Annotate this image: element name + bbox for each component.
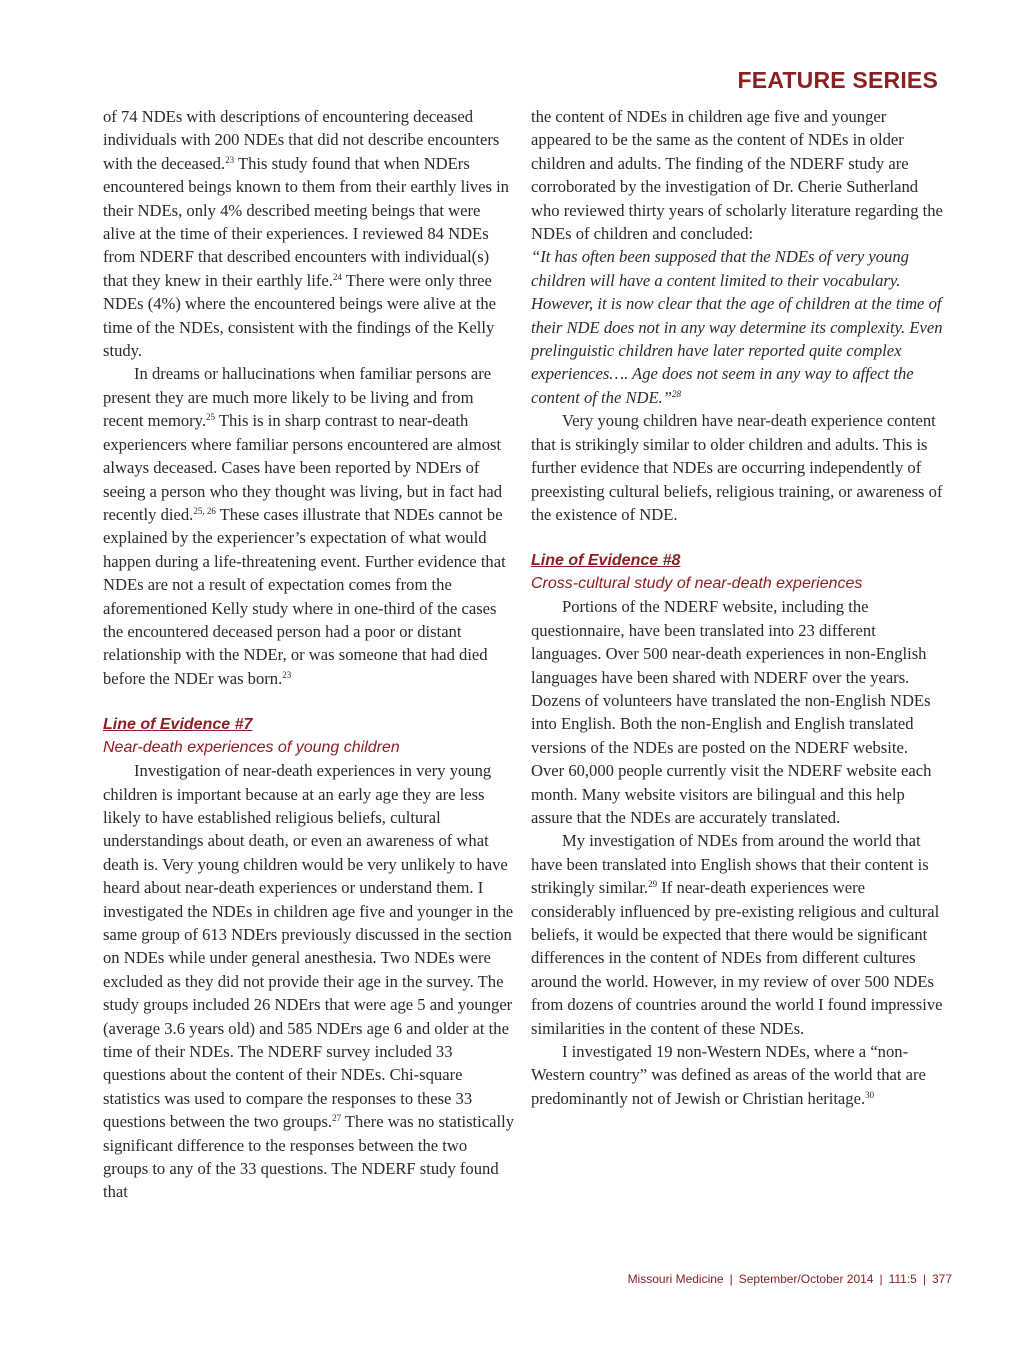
block-quote: “It has often been supposed that the NDEs of very young children will have a content limited to their vocabulary. However, it is now clear that the age of children at the time of their NDE does not in any way determine its complexity. Even prelinguistic children have later reported quite complex experiences…. Age does not seem in any way to affect the content of the NDE.”$^{28}$ — [531, 247, 943, 407]
right-paragraph-5: I investigated 19 non-Western NDEs, where a “non-Western country” was defined as areas of the world that are predominantly not of Jewish or Christian heritage.$^{30}$ — [531, 1042, 926, 1108]
section-subheading-young-children: Near-death experiences of young children — [103, 739, 400, 757]
footer-volume: 111:5 — [888, 1272, 917, 1286]
right-paragraph-3: Portions of the NDERF website, including the questionnaire, have been translated into 23 different languages. Over 500 near-death experiences in non-English languages have been shared with NDERF over the years. Dozens of volunteers have translated the non-English NDEs into English. Both the non-English and English translated versions of the NDEs are posted on the NDERF website. Over 60,000 people currently visit the NDERF website each month. Many website visitors are bilingual and this help assure that the NDEs are accurately translated. — [531, 597, 932, 827]
footer-separator: | — [879, 1272, 883, 1286]
left-column — [103, 105, 515, 1204]
left-paragraph-1: of 74 NDEs with descriptions of encountering deceased individuals with 200 NDEs that did not describe encounters with the deceased.$^{23}$ This study found that when NDErs encountered beings known to them from their earthly lives in their NDEs, only 4% described meeting beings that were alive at the time of their experiences. I reviewed 84 NDEs from NDERF that described encounters with individual(s) that they knew in their earthly life.$^{24}$ There were only three NDEs (4%) where the encountered beings were alive at the time of the NDEs, consistent with the findings of the Kelly study. — [103, 107, 509, 361]
footer-issue: September/October 2014 — [738, 1272, 874, 1286]
footer-page-number: 377 — [931, 1272, 952, 1286]
right-paragraph-2: Very young children have near-death experience content that is strikingly similar to older children and adults. This is further evidence that NDEs are occurring independently of preexisting cultural beliefs, religious training, or awareness of the existence of NDE. — [531, 411, 943, 524]
section-heading-evidence-8: Line of Evidence #8 — [531, 552, 681, 570]
feature-series-header: FEATURE SERIES — [737, 67, 938, 93]
section-subheading-cross-cultural: Cross-cultural study of near-death experiences — [531, 575, 863, 593]
right-paragraph-1: the content of NDEs in children age five and younger appeared to be the same as the content of NDEs in older children and adults. The finding of the NDERF study are corroborated by the investigation of Dr. Cherie Sutherland who reviewed thirty years of scholarly literature regarding the NDEs of children and concluded: — [531, 107, 943, 244]
footer-separator: | — [922, 1272, 926, 1286]
right-column — [531, 105, 943, 1110]
footer-journal: Missouri Medicine — [627, 1272, 724, 1286]
page-footer — [628, 1272, 952, 1286]
section-heading-evidence-7: Line of Evidence #7 — [103, 716, 253, 734]
left-paragraph-2: In dreams or hallucinations when familiar persons are present they are much more likely to be living and from recent memory.$^{25}$ This is in sharp contrast to near-death experiencers where familiar persons encountered are almost always deceased. Cases have been reported by NDErs of seeing a person who they thought was living, but in fact had recently died.$^{25, 26}$ These cases illustrate that NDEs cannot be explained by the experiencer’s expectation of what would happen during a life-threatening event. Further evidence that NDEs are not a result of expectation comes from the aforementioned Kelly study where in one-third of the cases the encountered deceased person had a poor or distant relationship with the NDEr, or was someone that had died before the NDEr was born.$^{23}$ — [103, 364, 506, 688]
right-paragraph-4: My investigation of NDEs from around the world that have been translated into English shows that their content is strikingly similar.$^{29}$ If near-death experiences were considerably influenced by pre-existing religious and cultural beliefs, it would be expected that there would be significant differences in the content of NDEs from different cultures around the world. However, in my review of over 500 NDEs from dozens of countries around the world I found impressive similarities in the content of these NDEs. — [531, 831, 943, 1038]
left-paragraph-3: Investigation of near-death experiences in very young children is important because at an early age they are less likely to have established religious beliefs, cultural understandings about death, or even an awareness of what death is. Very young children would be very unlikely to have heard about near-death experiences or understand them. I investigated the NDEs in children age five and younger in the same group of 613 NDErs previously discussed in the section on NDEs while under general anesthesia. Two NDEs were excluded as they did not provide their age in the survey. The study groups included 26 NDErs that were age 5 and younger (average 3.6 years old) and 585 NDErs age 6 and older at the time of their NDEs. The NDERF survey included 33 questions about the content of their NDEs. Chi-square statistics was used to compare the responses to these 33 questions between the two groups.$^{27}$ There was no statistically significant difference to the responses between the two groups to any of the 33 questions. The NDERF study found that — [103, 761, 515, 1202]
footer-separator: | — [729, 1272, 733, 1286]
